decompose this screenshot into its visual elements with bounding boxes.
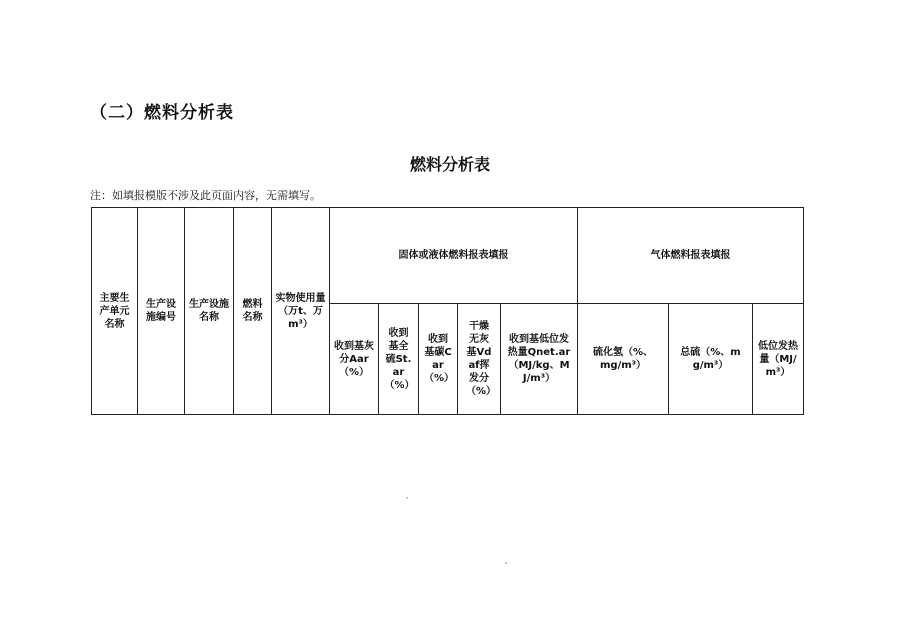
- table-title: 燃料分析表: [409, 155, 490, 174]
- header-production-unit: 主要生产单元名称: [92, 208, 138, 415]
- header-gas-calorific-value: 低位发热量（MJ/m³）: [753, 304, 804, 415]
- scan-speck: [505, 562, 507, 564]
- scan-speck: [406, 497, 408, 499]
- note-text: 注：如填报模版不涉及此页面内容，无需填写。: [90, 189, 321, 202]
- header-total-sulfur: 收到基全硫St.ar（%）: [379, 304, 419, 415]
- header-gas-group: 气体燃料报表填报: [578, 208, 804, 304]
- header-gas-total-sulfur: 总硫（%、mg/m³）: [669, 304, 753, 415]
- header-fuel-name: 燃料名称: [234, 208, 272, 415]
- fuel-analysis-table: [91, 207, 804, 415]
- header-carbon: 收到基碳Car（%）: [419, 304, 458, 415]
- header-facility-name: 生产设施名称: [185, 208, 234, 415]
- section-heading: （二）燃料分析表: [90, 103, 234, 123]
- header-hydrogen-sulfide: 硫化氢（%、mg/m³）: [578, 304, 669, 415]
- header-volatile-matter: 干燥无灰基Vdaf挥发分（%）: [458, 304, 501, 415]
- header-solid-liquid-group: 固体或液体燃料报表填报: [330, 208, 578, 304]
- header-actual-usage: 实物使用量（万t、万m³）: [272, 208, 330, 415]
- header-ash-content: 收到基灰分Aar（%）: [330, 304, 379, 415]
- header-facility-number: 生产设施编号: [138, 208, 185, 415]
- header-net-calorific-value: 收到基低位发热量Qnet.ar（MJ/kg、MJ/m³）: [501, 304, 578, 415]
